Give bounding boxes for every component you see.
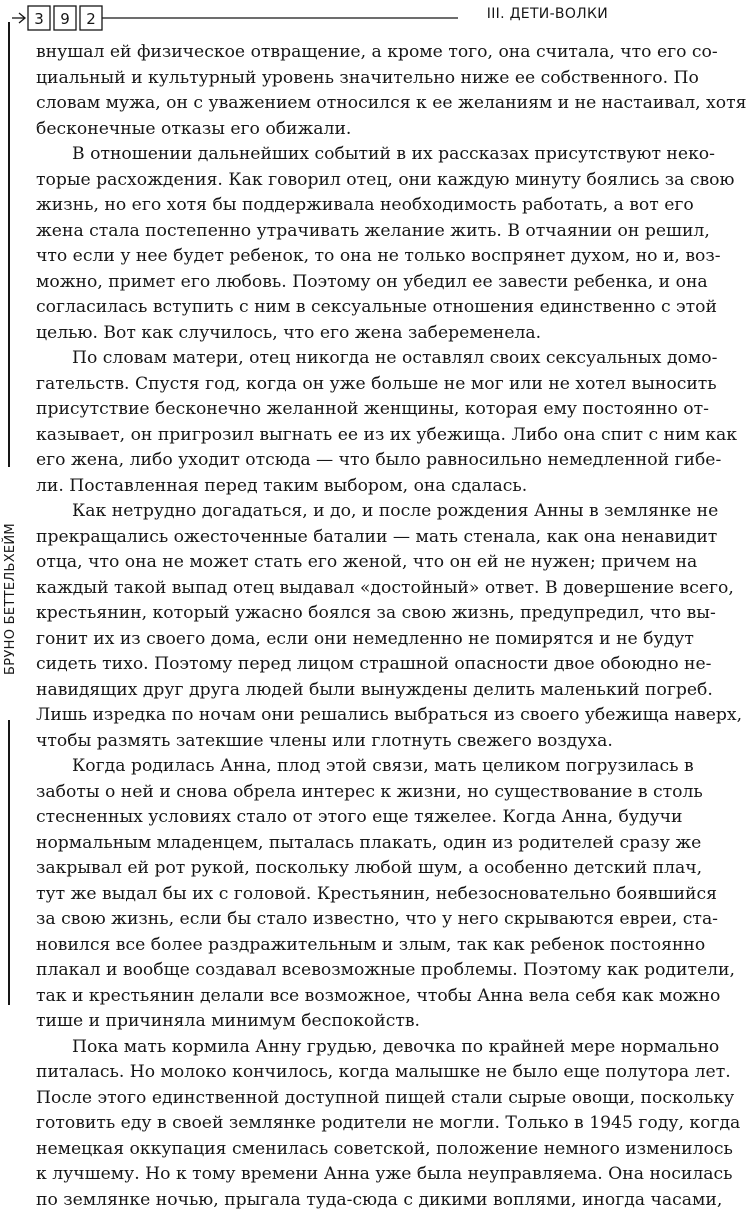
text-line: согласилась вступить с ним в сексуальные отношения единственно с этой: [36, 295, 612, 321]
text-line: жена стала постепенно утрачивать желание жить. В отчаянии он решил,: [36, 219, 612, 245]
text-line: торые расхождения. Как говорил отец, они каждую минуту боялись за свою: [36, 168, 612, 194]
text-line: чтобы размять затекшие члены или глотнуть свежего воздуха.: [36, 729, 612, 755]
text-line: Как нетрудно догадаться, и до, и после рождения Анны в землянке не: [36, 499, 612, 525]
page-header: [0, 0, 620, 36]
text-line: тут же выдал бы их с головой. Крестьянин, небезосновательно боявшийся: [36, 882, 612, 908]
text-line: словам мужа, он с уважением относился к ее желаниям и не настаивал, хотя: [36, 91, 612, 117]
text-line: Лишь изредка по ночам они решались выбраться из своего убежища наверх,: [36, 703, 612, 729]
text-line: так и крестьянин делали все возможное, чтобы Анна вела себя как можно: [36, 984, 612, 1010]
page-number-ornament: [0, 0, 140, 36]
page-digit-2: 9: [60, 10, 70, 28]
text-line: его жена, либо уходит отсюда — что было равносильно немедленной гибе-: [36, 448, 612, 474]
text-line: ли. Поставленная перед таким выбором, она сдалась.: [36, 474, 612, 500]
text-line: По словам матери, отец никогда не оставлял своих сексуальных домо-: [36, 346, 612, 372]
page-digit-1: 3: [34, 10, 44, 28]
text-line: заботы о ней и снова обрела интерес к жизни, но существование в столь: [36, 780, 612, 806]
text-line: питалась. Но молоко кончилось, когда малышке не было еще полутора лет.: [36, 1060, 612, 1086]
text-line: В отношении дальнейших событий в их рассказах присутствуют неко-: [36, 142, 612, 168]
text-line: циальный и культурный уровень значительно ниже ее собственного. По: [36, 66, 612, 92]
chapter-title: III. ДЕТИ-ВОЛКИ: [487, 6, 608, 22]
side-rule-bottom: [8, 720, 10, 1005]
text-line: тише и причиняла минимум беспокойств.: [36, 1009, 612, 1035]
text-line: что если у нее будет ребенок, то она не только воспрянет духом, но и, воз-: [36, 244, 612, 270]
text-line: прекращались ожесточенные баталии — мать стенала, как она ненавидит: [36, 525, 612, 551]
text-line: бесконечные отказы его обижали.: [36, 117, 612, 143]
text-body: [36, 40, 612, 1213]
text-line: целью. Вот как случилось, что его жена забеременела.: [36, 321, 612, 347]
text-line: каждый такой выпад отец выдавал «достойный» ответ. В довершение всего,: [36, 576, 612, 602]
text-line: отца, что она не может стать его женой, что он ей не нужен; причем на: [36, 550, 612, 576]
text-line: Пока мать кормила Анну грудью, девочка по крайней мере нормально: [36, 1035, 612, 1061]
side-author: БРУНО БЕТТЕЛЬХЕЙМ: [3, 479, 18, 719]
text-line: плакал и вообще создавал всевозможные проблемы. Поэтому как родители,: [36, 958, 612, 984]
text-line: сидеть тихо. Поэтому перед лицом страшной опасности двое обоюдно не-: [36, 652, 612, 678]
text-line: немецкая оккупация сменилась советской, положение немного изменилось: [36, 1137, 612, 1163]
text-line: за свою жизнь, если бы стало известно, что у него скрываются евреи, ста-: [36, 907, 612, 933]
text-line: можно, примет его любовь. Поэтому он убедил ее завести ребенка, и она: [36, 270, 612, 296]
text-line: готовить еду в своей землянке родители не могли. Только в 1945 году, когда: [36, 1111, 612, 1137]
page-digit-3: 2: [86, 10, 96, 28]
text-line: крестьянин, который ужасно боялся за свою жизнь, предупредил, что вы-: [36, 601, 612, 627]
text-line: к лучшему. Но к тому времени Анна уже была неуправляема. Она носилась: [36, 1162, 612, 1188]
text-line: После этого единственной доступной пищей стали сырые овощи, поскольку: [36, 1086, 612, 1112]
text-line: присутствие бесконечно желанной женщины, которая ему постоянно от-: [36, 397, 612, 423]
text-line: по землянке ночью, прыгала туда-сюда с дикими воплями, иногда часами,: [36, 1188, 612, 1213]
text-line: нормальным младенцем, пыталась плакать, один из родителей сразу же: [36, 831, 612, 857]
text-line: закрывал ей рот рукой, поскольку любой шум, а особенно детский плач,: [36, 856, 612, 882]
text-line: внушал ей физическое отвращение, а кроме того, она считала, что его со-: [36, 40, 612, 66]
text-line: казывает, он пригрозил выгнать ее из их убежища. Либо она спит с ним как: [36, 423, 612, 449]
text-line: новился все более раздражительным и злым, так как ребенок постоянно: [36, 933, 612, 959]
side-rule-top: [8, 22, 10, 467]
text-line: навидящих друг друга людей были вынуждены делить маленький погреб.: [36, 678, 612, 704]
text-line: Когда родилась Анна, плод этой связи, мать целиком погрузилась в: [36, 754, 612, 780]
text-line: гонит их из своего дома, если они немедленно не помирятся и не будут: [36, 627, 612, 653]
text-line: гательств. Спустя год, когда он уже больше не мог или не хотел выносить: [36, 372, 612, 398]
text-line: стесненных условиях стало от этого еще тяжелее. Когда Анна, будучи: [36, 805, 612, 831]
text-line: жизнь, но его хотя бы поддерживала необходимость работать, а вот его: [36, 193, 612, 219]
